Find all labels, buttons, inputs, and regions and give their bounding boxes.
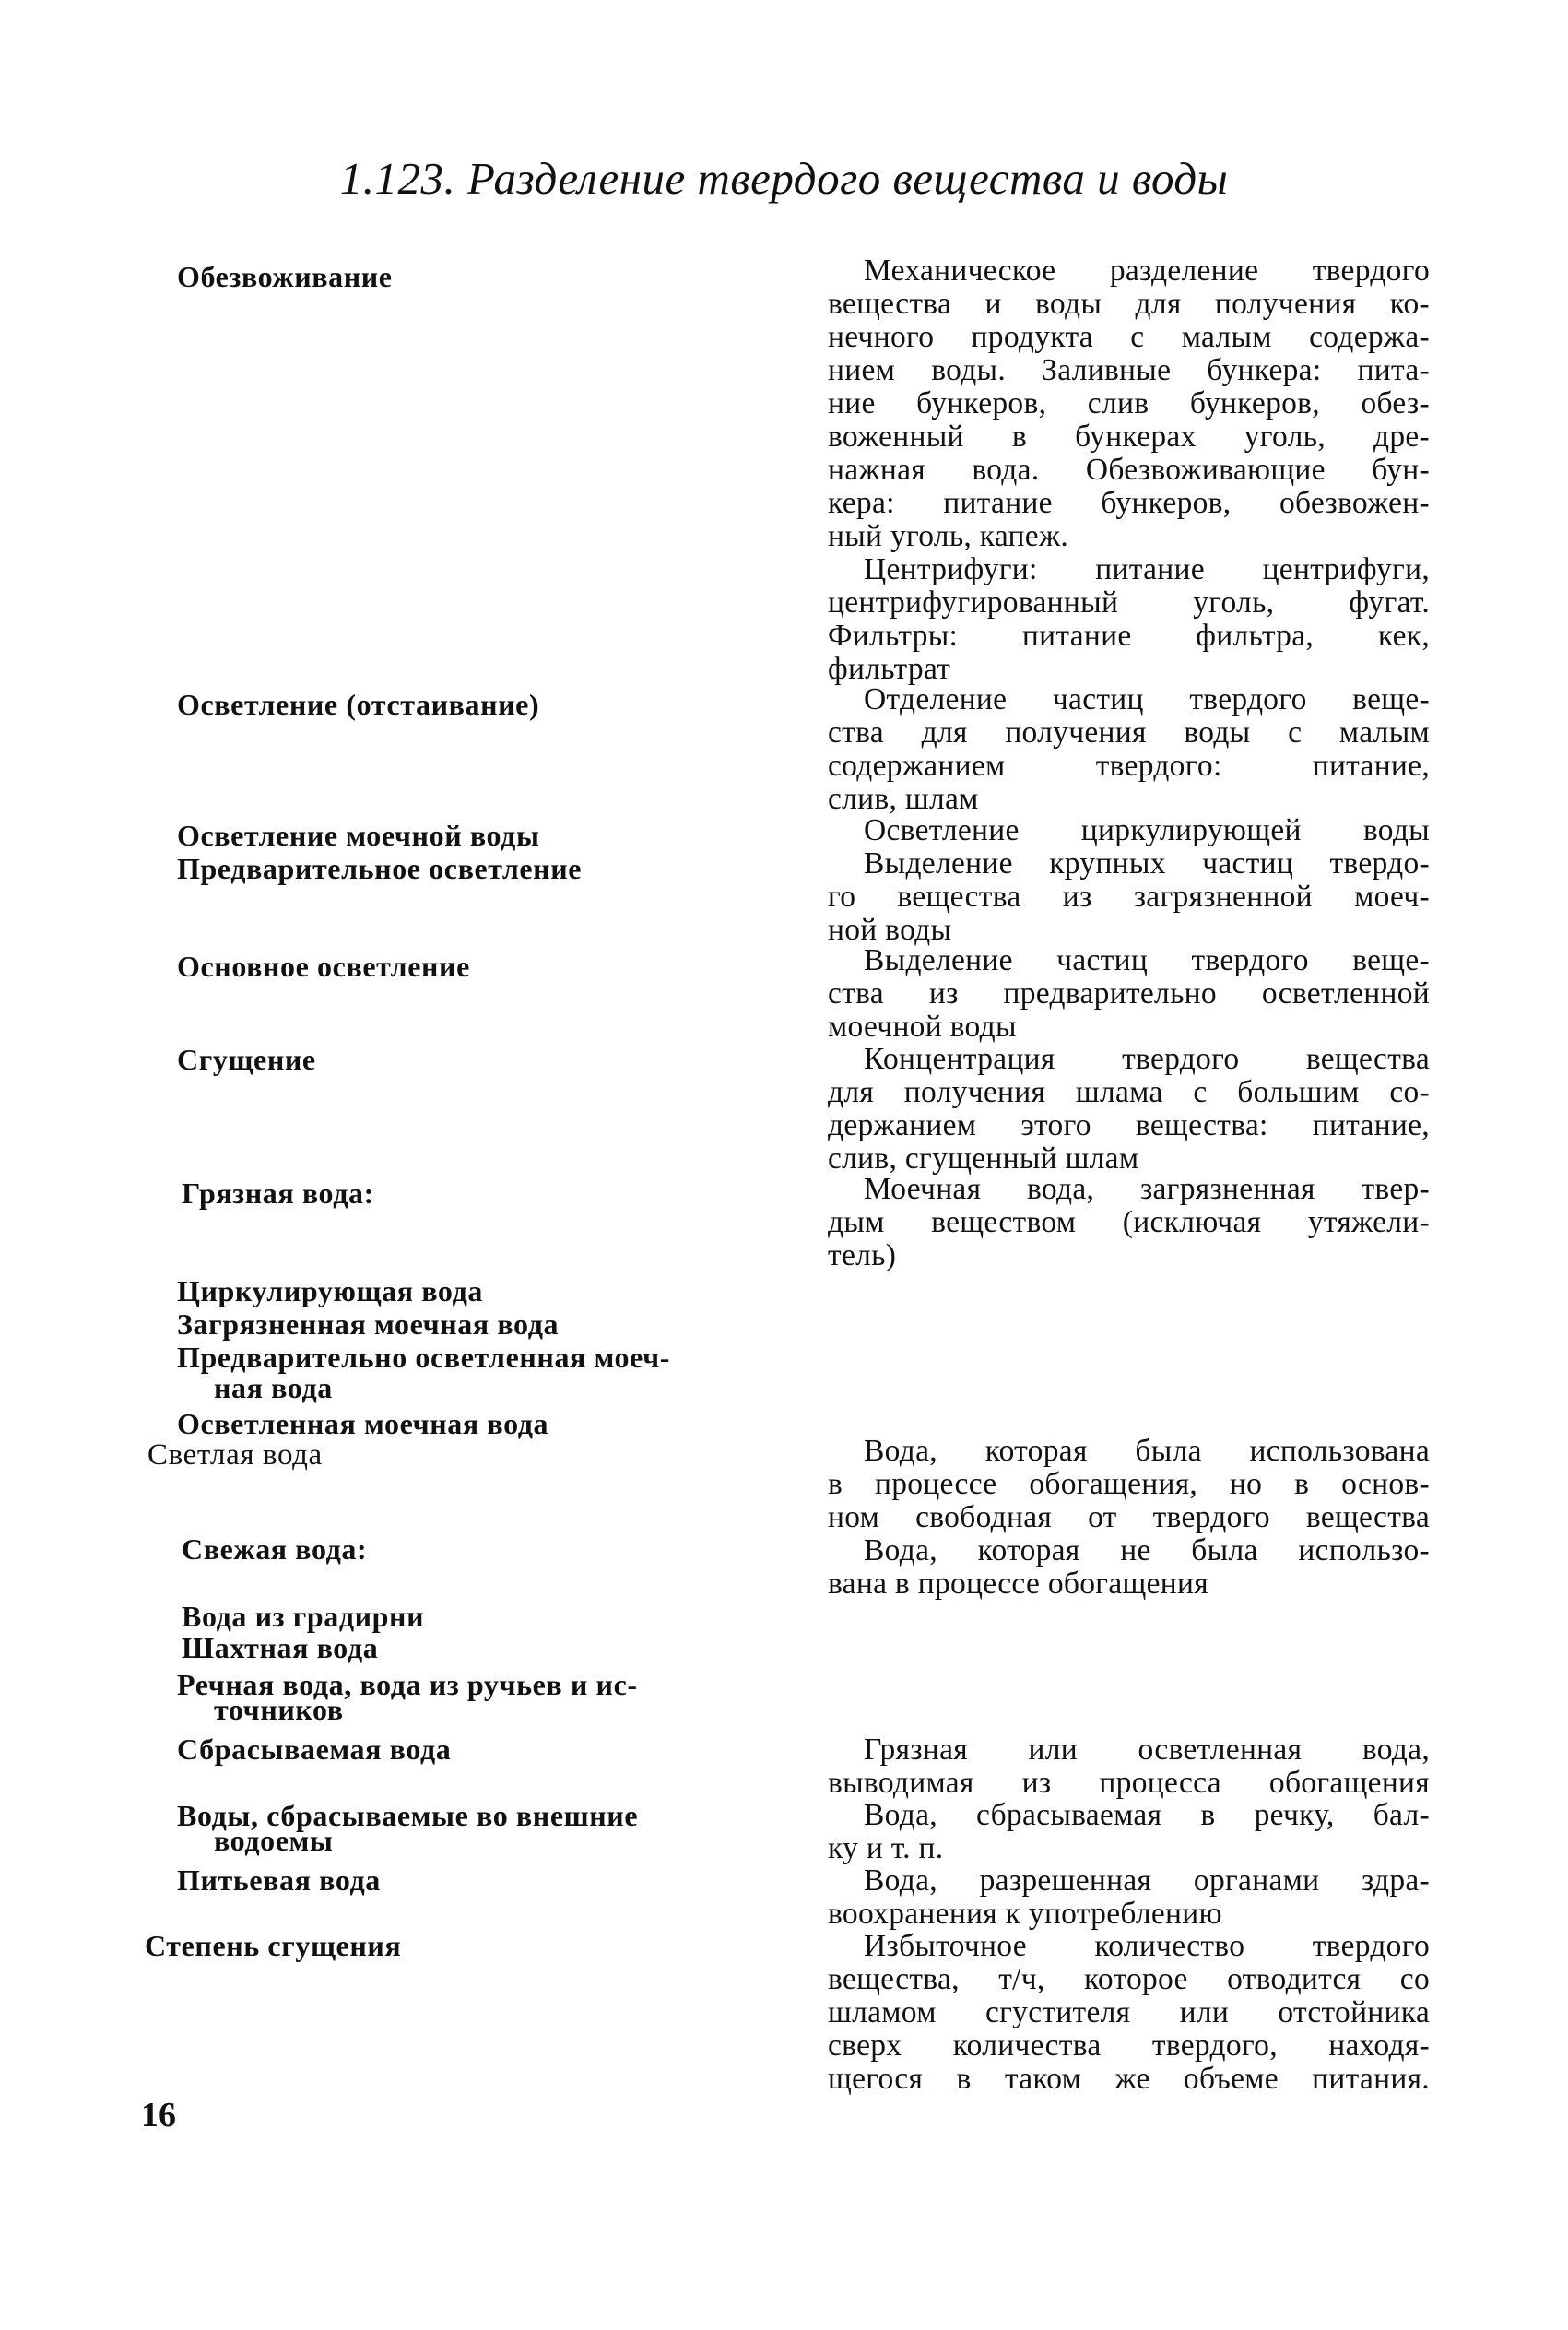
definition-line: в процессе обогащения, но в основ-: [828, 1467, 1430, 1501]
term-fresh-water: Свежая вода:: [182, 1532, 368, 1566]
term-thickening-degree: Степень сгущения: [145, 1929, 402, 1962]
definition-line: Механическое разделение твердого: [864, 254, 1430, 288]
definition-thickening-degree: [828, 1930, 1430, 2096]
term-circulating-water: Циркулирующая вода: [177, 1274, 483, 1307]
definition-line: Выделение частиц твердого веще-: [864, 943, 1430, 977]
definition-line: ном свободная от твердого вещества: [828, 1500, 1430, 1534]
definition-line: го вещества из загрязненной моеч-: [828, 880, 1430, 914]
term-line-continuation: водоемы: [214, 1824, 334, 1857]
term-line-continuation: точников: [214, 1693, 344, 1726]
definition-line: дым веществом (исключая утяжели-: [828, 1205, 1430, 1239]
term-wash-water-clarification: Осветление моечной воды: [177, 819, 540, 852]
term-dewatering: Обезвоживание: [177, 260, 393, 293]
definition-line: ной воды: [828, 913, 952, 947]
term-line: Предварительно осветленная моеч-: [177, 1341, 671, 1374]
page-number: 16: [141, 2096, 176, 2135]
definition-line: Осветление циркулирующей воды: [864, 813, 1430, 847]
definition-line: Фильтры: питание фильтра, кек,: [828, 619, 1430, 653]
definition-line: тель): [828, 1238, 897, 1272]
definition-line: Отделение частиц твердого веще-: [864, 682, 1430, 716]
definition-line: для получения шлама с большим со-: [828, 1075, 1430, 1109]
definition-line: Вода, разрешенная органами здра-: [864, 1863, 1430, 1898]
definition-line: Вода, сбрасываемая в речку, бал-: [864, 1798, 1430, 1832]
definition-line: ние бункеров, слив бункеров, обез-: [828, 386, 1430, 420]
definition-line: содержанием твердого: питание,: [828, 749, 1430, 783]
term-cooling-tower-water: Вода из градирни: [182, 1600, 425, 1633]
definition-dirty-water: [828, 1173, 1430, 1272]
term-preclarified-wash-water: [177, 1342, 670, 1403]
term-clarification: Осветление (отстаивание): [177, 688, 540, 721]
definition-line: нечного продукта с малым содержа-: [828, 320, 1430, 354]
definition-line: Центрифуги: питание центрифуги,: [864, 552, 1430, 586]
term-contaminated-wash-water: Загрязненная моечная вода: [177, 1307, 560, 1341]
term-main-clarification: Основное осветление: [177, 950, 470, 983]
definition-external-discharge-water: [828, 1799, 1430, 1865]
definition-preliminary-clarification: [828, 847, 1430, 947]
definition-line: сверх количества твердого, находя-: [828, 2028, 1430, 2063]
definition-line: ку и т. п.: [828, 1831, 944, 1865]
term-discharged-water: Сбрасываемая вода: [177, 1733, 452, 1766]
term-line-continuation: ная вода: [214, 1371, 333, 1404]
term-external-discharge-water: [177, 1801, 638, 1856]
definition-drinking-water: [828, 1864, 1430, 1931]
definition-line: Выделение крупных частиц твердо-: [864, 846, 1430, 881]
definition-line: нажная вода. Обезвоживающие бун-: [828, 453, 1430, 487]
definition-fresh-water: [828, 1534, 1430, 1601]
definition-line: слив, шлам: [828, 782, 979, 816]
definition-clarification: [828, 683, 1430, 816]
definition-line: воженный в бункерах уголь, дре-: [828, 420, 1430, 454]
definition-line: Моечная вода, загрязненная твер-: [864, 1172, 1430, 1206]
definition-line: вещества и воды для получения ко-: [828, 287, 1430, 321]
definition-line: фильтрат: [828, 652, 951, 686]
term-drinking-water: Питьевая вода: [177, 1863, 381, 1897]
definition-line: кера: питание бункеров, обезвожен-: [828, 486, 1430, 520]
section-heading: 1.123. Разделение твердого вещества и воды: [339, 153, 1229, 204]
definition-line: Вода, которая не была использо-: [864, 1533, 1430, 1567]
definition-main-clarification: [828, 944, 1430, 1044]
definition-line: вещества, т/ч, которое отводится со: [828, 1962, 1430, 1996]
definition-line: Грязная или осветленная вода,: [864, 1733, 1430, 1767]
definition-line: держанием этого вещества: питание,: [828, 1108, 1430, 1142]
term-line: Воды, сбрасываемые во внешние: [177, 1799, 639, 1832]
term-thickening: Сгущение: [177, 1043, 316, 1076]
definition-clear-water: [828, 1435, 1430, 1534]
definition-line: нием воды. Заливные бункера: пита-: [828, 353, 1430, 387]
definition-line: щегося в таком же объеме питания.: [828, 2062, 1430, 2096]
term-clear-water: Светлая вода: [147, 1438, 323, 1472]
term-clarified-wash-water: Осветленная моечная вода: [177, 1407, 549, 1440]
definition-line: слив, сгущенный шлам: [828, 1141, 1139, 1176]
definition-dewatering: [828, 254, 1430, 686]
definition-line: ства из предварительно осветленной: [828, 976, 1430, 1011]
definition-line: ный уголь, капеж.: [828, 519, 1069, 553]
definition-line: Концентрация твердого вещества: [864, 1042, 1430, 1076]
definition-line: Вода, которая была использована: [864, 1434, 1430, 1468]
definition-line: центрифугированный уголь, фугат.: [828, 585, 1430, 620]
term-mine-water: Шахтная вода: [182, 1631, 379, 1664]
definition-line: Избыточное количество твердого: [864, 1929, 1430, 1963]
definition-wash-water-clarification: [828, 814, 1430, 847]
definition-line: моечной воды: [828, 1010, 1017, 1044]
definition-line: выводимая из процесса обогащения: [828, 1766, 1430, 1800]
term-dirty-water: Грязная вода:: [182, 1177, 374, 1210]
term-preliminary-clarification: Предварительное осветление: [177, 852, 583, 885]
definition-discharged-water: [828, 1733, 1430, 1800]
definition-line: шламом сгустителя или отстойника: [828, 1995, 1430, 2029]
definition-line: вана в процессе обогащения: [828, 1567, 1208, 1601]
definition-thickening: [828, 1043, 1430, 1176]
definition-line: воохранения к употреблению: [828, 1897, 1222, 1931]
term-river-water: [177, 1670, 638, 1725]
term-line: Речная вода, вода из ручьев и ис-: [177, 1668, 638, 1701]
definition-line: ства для получения воды с малым: [828, 716, 1430, 750]
